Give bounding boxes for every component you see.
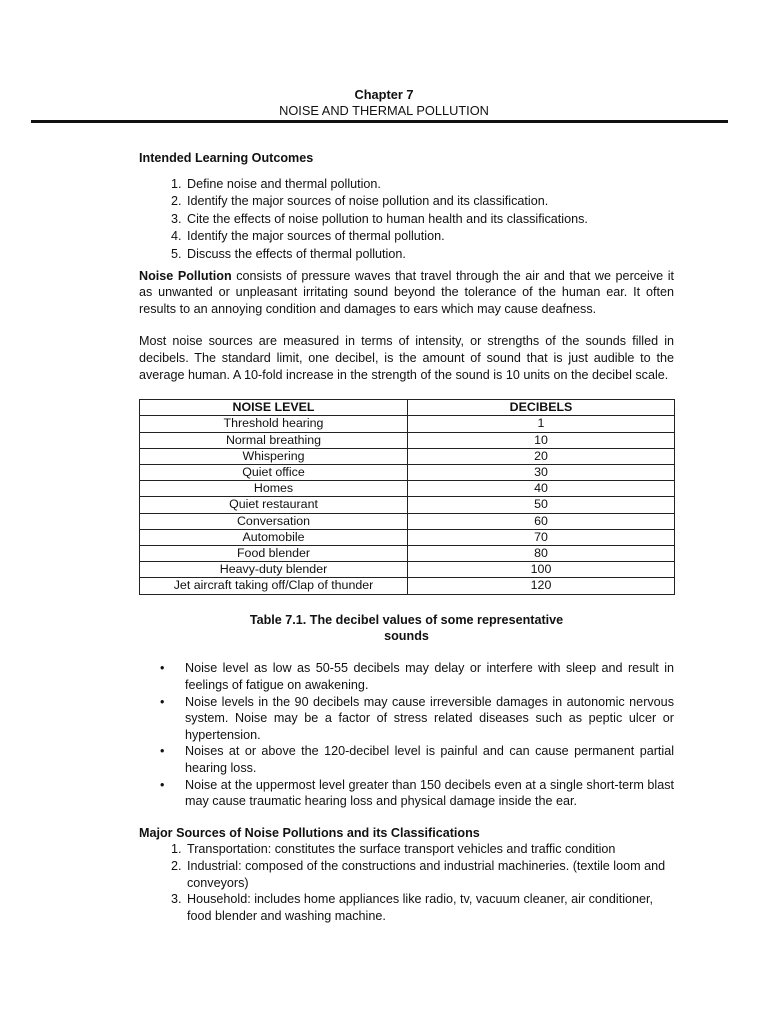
decibel-cell: 40 [408,481,675,497]
noise-level-cell: Heavy-duty blender [140,562,408,578]
noise-level-cell: Threshold hearing [140,416,408,432]
decibel-cell: 1 [408,416,675,432]
list-item [160,660,674,693]
list-item: 5. Discuss the effects of thermal pollution. [185,246,674,264]
decibel-cell: 60 [408,513,675,529]
bullet-icon: • [160,777,165,792]
table-row [140,545,675,561]
list-item: 2. Industrial: composed of the constructions and industrial machineries. (textile loom and conveyors) [185,858,674,891]
noise-level-cell: Whispering [140,448,408,464]
table-row [140,432,675,448]
effects-list [139,660,674,809]
noise-level-cell: Jet aircraft taking off/Clap of thunder [140,578,408,594]
noise-level-cell: Quiet restaurant [140,497,408,513]
table-row [140,497,675,513]
table-row [140,416,675,432]
effect-text: Noise level as low as 50-55 decibels may delay or interfere with sleep and result in feelings of fatigue on awakening. [185,661,674,692]
decibel-table [139,399,675,594]
chapter-title: NOISE AND THERMAL POLLUTION [279,103,489,118]
list-item [160,694,674,744]
noise-level-cell: Homes [140,481,408,497]
header-divider [31,120,728,123]
list-item [160,777,674,810]
bullet-icon: • [160,744,165,759]
table-row [140,529,675,545]
table-caption [139,612,674,645]
effect-text: Noise at the uppermost level greater than 150 decibels even at a single short-term blast may cause traumatic hearing loss and physical damage inside the ear. [185,777,674,809]
effect-text: Noises at or above the 120-decibel level is painful and can cause permanent partial hearing loss. [185,744,674,775]
table-row [140,513,675,529]
table-caption-line: sounds [384,628,429,643]
list-item [160,743,674,776]
outcomes-list [139,176,674,264]
list-item: 1. Define noise and thermal pollution. [185,176,674,194]
column-header-decibels: DECIBELS [408,400,675,416]
decibel-cell: 120 [408,578,675,594]
noise-level-cell: Conversation [140,513,408,529]
decibel-cell: 100 [408,562,675,578]
decibel-cell: 50 [408,497,675,513]
table-row [140,448,675,464]
chapter-header [0,87,768,119]
measurement-paragraph: Most noise sources are measured in terms of intensity, or strengths of the sounds filled in decibels. The standard limit, one decibel, is the amount of sound that is just audible to the average human. A 10-fold increase in the strength of the sound is 10 units on the decibel scale. [139,334,674,382]
noise-pollution-term: Noise Pollution [139,268,232,283]
list-item: 3. Cite the effects of noise pollution to human health and its classifications. [185,211,674,229]
table-row [140,481,675,497]
bullet-icon: • [160,694,165,709]
table-row [140,464,675,480]
decibel-cell: 10 [408,432,675,448]
table-row [140,578,675,594]
noise-level-cell: Food blender [140,545,408,561]
page-content [139,150,674,924]
bullet-icon: • [160,661,165,676]
list-item: 4. Identify the major sources of thermal pollution. [185,228,674,246]
effect-text: Noise levels in the 90 decibels may cause irreversible damages in autonomic nervous system. Noise may be a factor of stress related diseases such as peptic ulcer or hypertension. [185,694,674,742]
decibel-cell: 70 [408,529,675,545]
list-item: 3. Household: includes home appliances like radio, tv, vacuum cleaner, air conditioner, food blender and washing machine. [185,891,674,924]
noise-pollution-paragraph [139,268,674,318]
decibel-cell: 30 [408,464,675,480]
noise-level-cell: Quiet office [140,464,408,480]
table-caption-line: Table 7.1. The decibel values of some representative [249,612,564,627]
chapter-number: Chapter 7 [354,87,414,102]
list-item: 1. Transportation: constitutes the surface transport vehicles and traffic condition [185,841,674,858]
sources-list [139,841,674,924]
column-header-noise-level: NOISE LEVEL [140,400,408,416]
sources-heading: Major Sources of Noise Pollutions and its Classifications [139,825,480,840]
table-row [140,562,675,578]
noise-level-cell: Normal breathing [140,432,408,448]
decibel-cell: 20 [408,448,675,464]
list-item: 2. Identify the major sources of noise pollution and its classification. [185,193,674,211]
decibel-cell: 80 [408,545,675,561]
noise-pollution-definition: consists of pressure waves that travel through the air and that we perceive it as unwanted or unpleasant irritating sound beyond the tolerance of the human ear. It often results to an annoying condition and damages to ears which may cause deafness. [139,268,674,316]
noise-level-cell: Automobile [140,529,408,545]
table-header-row [140,400,675,416]
outcomes-heading: Intended Learning Outcomes [139,151,314,165]
